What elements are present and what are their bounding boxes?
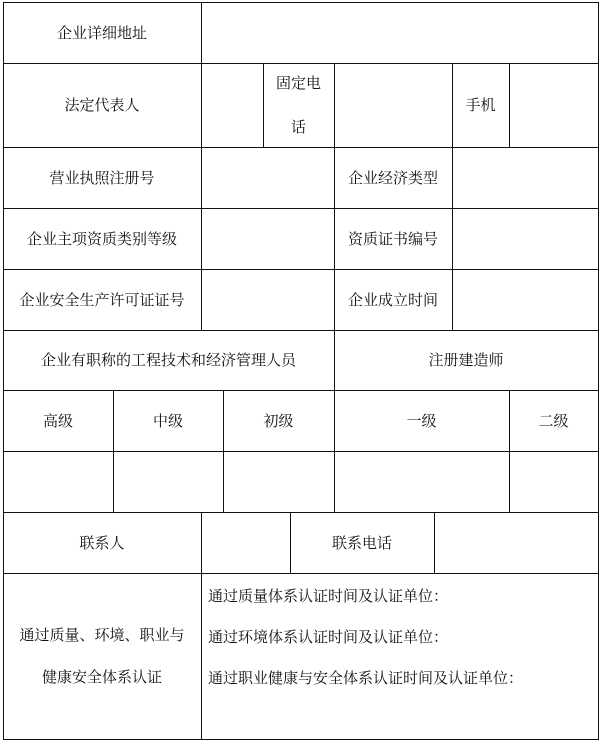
second-class-count-field[interactable] — [509, 451, 598, 512]
economic-type-label: 企业经济类型 — [347, 168, 438, 187]
qualification-cert-no-field[interactable] — [452, 208, 598, 269]
first-class-builder-header: 一级 — [406, 411, 437, 430]
junior-title-header: 初级 — [263, 411, 294, 430]
registered-builder-header: 注册建造师 — [428, 351, 504, 369]
qualification-level-field[interactable] — [201, 208, 334, 269]
system-certification-label — [3, 573, 201, 739]
senior-count-field[interactable] — [3, 451, 113, 512]
legal-representative-field[interactable] — [201, 63, 263, 147]
system-certification-label-line1: 通过质量、环境、职业与 — [19, 626, 185, 644]
address-value-field[interactable] — [201, 2, 598, 63]
legal-representative-label: 法定代表人 — [64, 96, 140, 114]
mobile-label: 手机 — [465, 96, 496, 114]
qualification-cert-no-label: 资质证书编号 — [347, 229, 438, 248]
quality-cert-line: 通过质量体系认证时间及认证单位： — [208, 587, 449, 605]
system-certification-label-line2: 健康安全体系认证 — [41, 668, 162, 686]
junior-count-field[interactable] — [223, 451, 334, 512]
senior-title-header: 高级 — [42, 411, 73, 430]
fixed-phone-field[interactable] — [334, 63, 452, 147]
fixed-phone-label — [263, 63, 334, 147]
established-date-label: 企业成立时间 — [347, 290, 438, 309]
address-label: 企业详细地址 — [56, 23, 147, 42]
economic-type-field[interactable] — [452, 147, 598, 208]
contact-person-label: 联系人 — [79, 533, 125, 552]
fixed-phone-label-line1: 固定电 — [275, 74, 321, 92]
certification-details[interactable] — [208, 574, 598, 738]
middle-title-header: 中级 — [152, 411, 183, 430]
safety-permit-field[interactable] — [201, 269, 334, 330]
contact-phone-label: 联系电话 — [331, 533, 392, 552]
ohs-cert-line: 通过职业健康与安全体系认证时间及认证单位： — [208, 669, 524, 687]
business-license-field[interactable] — [201, 147, 334, 208]
mobile-field[interactable] — [509, 63, 598, 147]
business-license-label: 营业执照注册号 — [49, 168, 155, 187]
safety-permit-label: 企业安全生产许可证证号 — [19, 290, 185, 309]
technical-staff-header: 企业有职称的工程技术和经济管理人员 — [40, 351, 296, 369]
established-date-field[interactable] — [452, 269, 598, 330]
grid-line — [3, 739, 599, 740]
second-class-builder-header: 二级 — [538, 411, 569, 430]
middle-count-field[interactable] — [113, 451, 223, 512]
qualification-level-label: 企业主项资质类别等级 — [26, 229, 177, 248]
contact-person-field[interactable] — [201, 512, 290, 573]
contact-phone-field[interactable] — [434, 512, 598, 573]
fixed-phone-label-line2: 话 — [290, 118, 306, 136]
first-class-count-field[interactable] — [334, 451, 509, 512]
environment-cert-line: 通过环境体系认证时间及认证单位： — [208, 628, 449, 646]
grid-line — [598, 2, 599, 740]
